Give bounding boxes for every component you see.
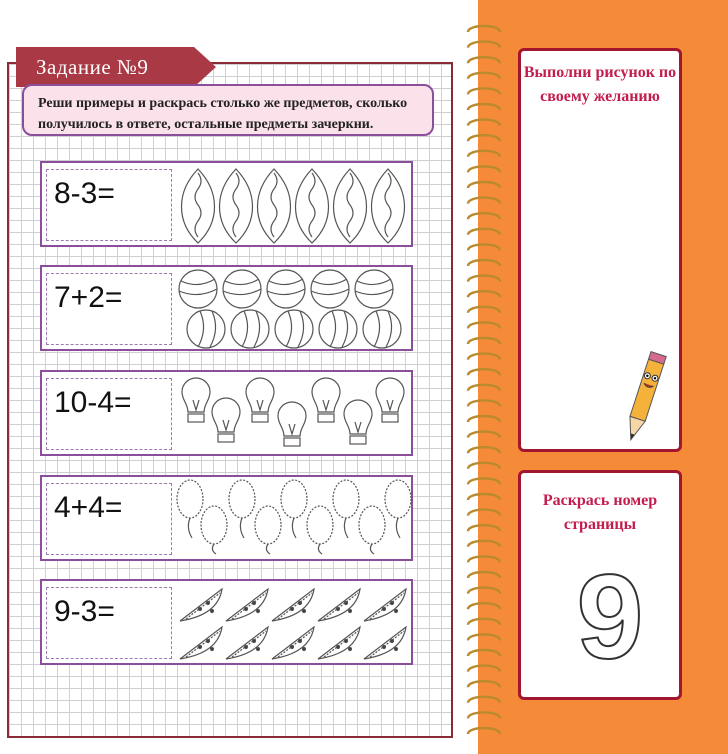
equation: 10-4= [54,386,132,419]
lightbulb-icon[interactable] [176,374,412,454]
task-row [40,370,413,456]
spiral-ring [468,73,500,79]
ball-icon[interactable] [176,269,412,349]
spiral-ring [468,42,500,48]
spiral-ring [468,432,500,438]
spiral-binding [464,22,504,742]
spiral-ring [468,135,500,141]
spiral-ring [468,572,500,578]
spiral-ring [468,588,500,594]
spiral-ring [468,385,500,391]
leaf-icon[interactable] [176,165,412,245]
task-row [40,475,413,561]
spiral-ring [468,307,500,313]
page-number[interactable] [560,552,660,672]
draw-prompt: Выполни рисунок по своему желанию [523,64,677,105]
spiral-ring [468,728,500,734]
spiral-ring [468,57,500,63]
task-row [40,579,413,665]
spiral-ring [468,603,500,609]
spiral-ring [468,322,500,328]
spiral-ring [468,463,500,469]
spiral-ring [468,182,500,188]
spiral-ring [468,369,500,375]
spiral-ring [468,244,500,250]
spiral-ring [468,151,500,157]
spiral-ring [468,494,500,500]
spiral-ring [468,120,500,126]
equation: 9-3= [54,595,115,628]
color-page-prompt: Раскрась номер страницы [542,492,658,533]
watermelon-slice-icon[interactable] [176,583,412,663]
spiral-ring [468,556,500,562]
spiral-ring [468,619,500,625]
spiral-ring [468,338,500,344]
task-row [40,161,413,247]
task-instruction: Реши примеры и раскрась столько же предметов, сколько получилось в ответе, остальные предметы зачеркни. [22,84,434,136]
spiral-ring [468,666,500,672]
spiral-ring [468,400,500,406]
spiral-ring [468,276,500,282]
spiral-ring [468,104,500,110]
equation: 8-3= [54,177,115,210]
spiral-ring [468,260,500,266]
spiral-ring [468,525,500,531]
spiral-ring [468,541,500,547]
spiral-ring [468,447,500,453]
equation: 4+4= [54,491,123,524]
pencil-icon [620,346,670,446]
spiral-ring [468,198,500,204]
spiral-ring [468,291,500,297]
task-row [40,265,413,351]
equation: 7+2= [54,281,123,314]
task-title: Задание №9 [36,55,149,79]
spiral-ring [468,697,500,703]
svg-text:9: 9 [576,552,644,672]
spiral-ring [468,229,500,235]
spiral-ring [468,26,500,32]
spiral-ring [468,681,500,687]
spiral-ring [468,650,500,656]
spiral-ring [468,634,500,640]
spiral-ring [468,354,500,360]
spiral-ring [468,478,500,484]
spiral-ring [468,88,500,94]
balloon-icon[interactable] [176,479,412,559]
spiral-ring [468,213,500,219]
spiral-ring [468,712,500,718]
spiral-ring [468,416,500,422]
spiral-ring [468,166,500,172]
spiral-ring [468,510,500,516]
